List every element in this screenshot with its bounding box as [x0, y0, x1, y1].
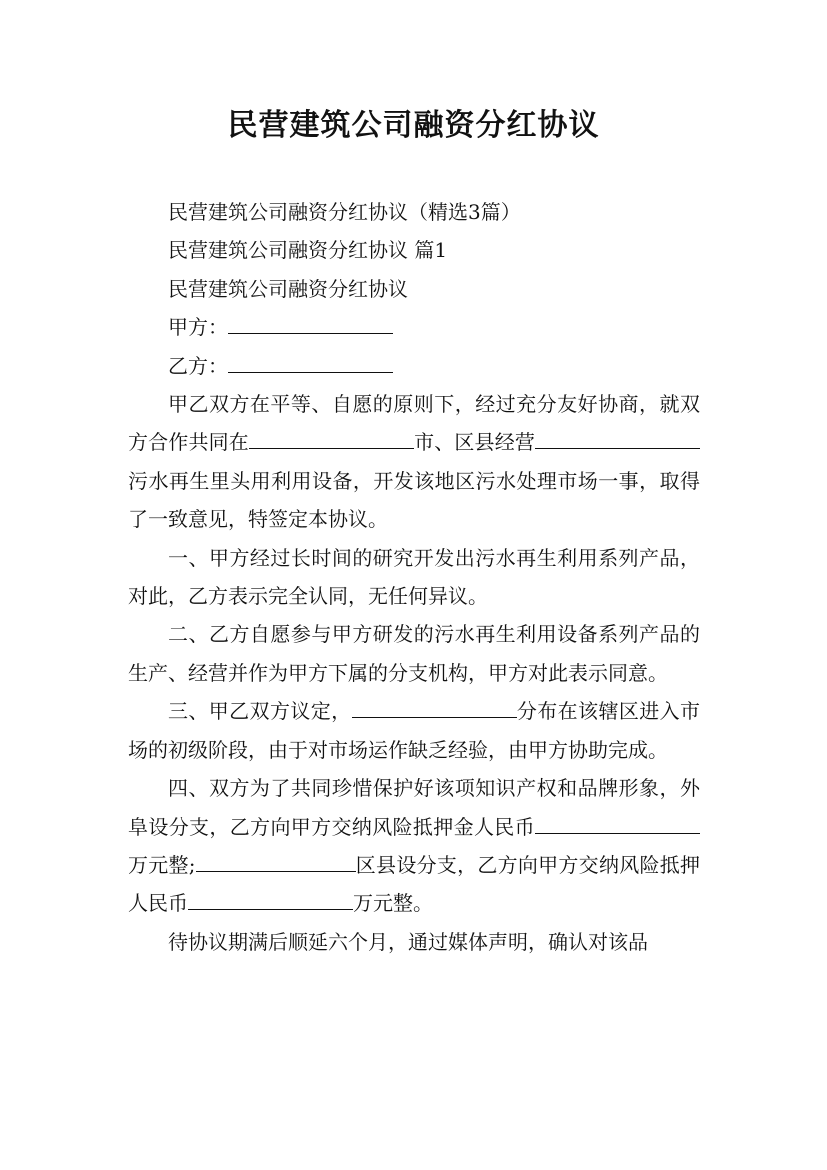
party-a-label: 甲方：	[168, 315, 228, 340]
party-a-blank	[228, 312, 393, 334]
party-b-label: 乙方：	[168, 353, 228, 378]
district-name-blank	[196, 850, 356, 872]
clause-3	[128, 692, 700, 769]
clause-3-text-2: 分布在该辖区进入市场的初级阶段，由于对市场运作缺乏经验，由甲方协助完成。	[128, 699, 700, 762]
clause-4-text-1: 四、双方为了共同珍惜保护好该项知识产权和品牌形象，外阜设分支，乙方向甲方交纳风险抵押金人民币	[128, 776, 700, 839]
document-body	[128, 193, 700, 961]
clause-4-text-3: 区县设分支，乙方向甲方交纳风险抵押人民币	[128, 852, 700, 916]
clause-4-text-4: 万元整。	[353, 891, 433, 916]
intro-text-2: 市、区县经营	[413, 430, 536, 455]
deposit-amount-blank-1	[535, 812, 700, 834]
clause-3-text-1: 三、甲乙双方议定，	[168, 699, 352, 724]
clause-3-blank	[352, 696, 517, 718]
intro-text-1: 甲乙双方在平等、自愿的原则下，经过充分友好协商，就双方合作共同在	[128, 392, 700, 455]
party-b-line	[128, 347, 700, 385]
clause-4	[128, 769, 700, 923]
city-blank	[249, 427, 414, 449]
document-title: 民营建筑公司融资分红协议	[227, 108, 600, 143]
subtitle-line: 民营建筑公司融资分红协议（精选3篇）	[168, 200, 521, 224]
clause-4-text-2: 万元整;	[128, 852, 196, 877]
clause-1: 一、甲方经过长时间的研究开发出污水再生利用系列产品，对此，乙方表示完全认同，无任何异议。	[128, 545, 700, 609]
party-a-line	[128, 308, 700, 346]
district-blank	[535, 427, 700, 449]
deposit-amount-blank-2	[188, 888, 353, 910]
intro-paragraph	[128, 385, 700, 539]
agreement-heading: 民营建筑公司融资分红协议	[168, 276, 408, 301]
clause-2: 二、乙方自愿参与甲方研发的污水再生利用设备系列产品的生产、经营并作为甲方下属的分支机构，甲方对此表示同意。	[128, 622, 700, 685]
section-heading: 民营建筑公司融资分红协议 篇1	[168, 238, 448, 263]
intro-text-3: 污水再生里头用利用设备，开发该地区污水处理市场一事，取得了一致意见，特签定本协议。	[128, 468, 700, 532]
clause-5-partial: 待协议期满后顺延六个月，通过媒体声明，确认对该品	[168, 929, 648, 954]
party-b-blank	[228, 351, 393, 373]
